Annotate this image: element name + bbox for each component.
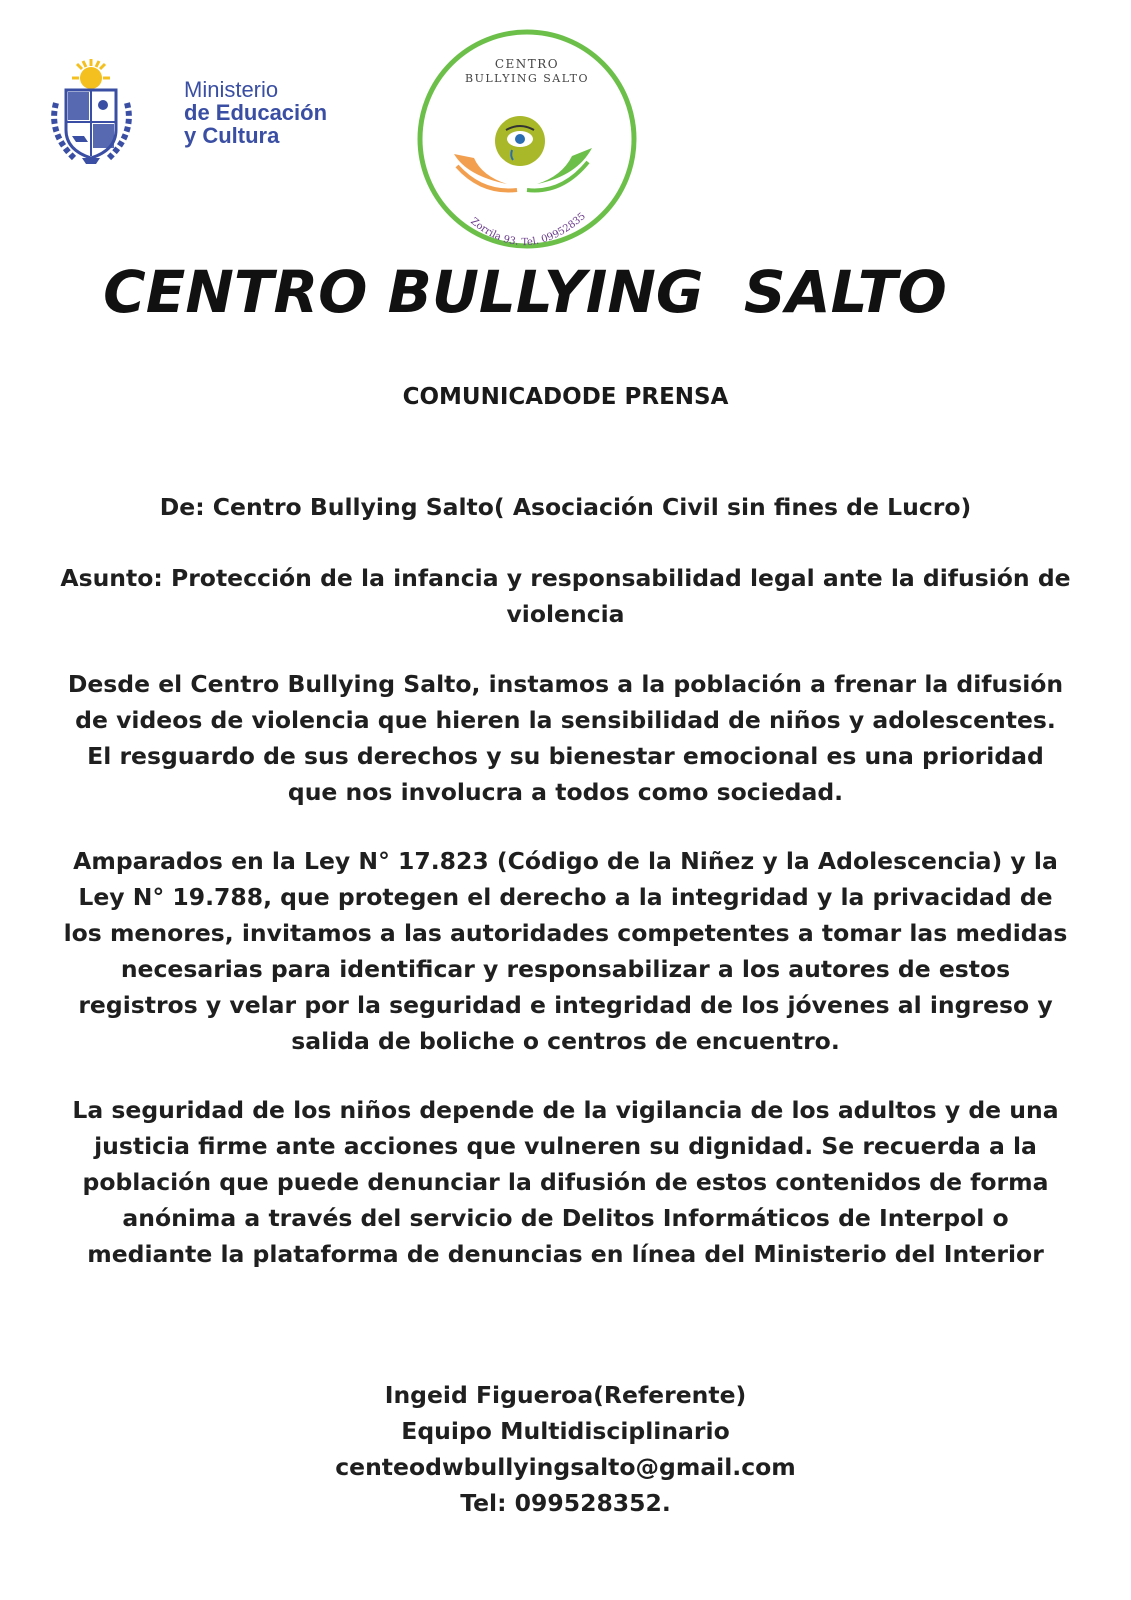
- centro-logo-emblem-icon: [412, 26, 642, 256]
- signature-team: Equipo Multidisciplinario: [401, 1417, 730, 1445]
- from-line: De: Centro Bullying Salto( Asociación Civil sin fines de Lucro): [159, 493, 972, 521]
- signature-block: [0, 1377, 1131, 1521]
- logo-bottom-text: Zorrila 93. Tel. 09952835: [468, 210, 588, 249]
- body-paragraph-1: Desde el Centro Bullying Salto, instamos a la población a frenar la difusión de videos de violencia que hieren la sensibilidad de niños y adolescentes. El resguardo de sus derechos y su bienestar emocional es una prioridad que nos involucra a todos como sociedad.: [67, 670, 1064, 806]
- press-release-heading: COMUNICADODE PRENSA: [402, 384, 729, 410]
- page-title: CENTRO BULLYING SALTO: [103, 258, 947, 326]
- body-paragraph-2: Amparados en la Ley N° 17.823 (Código de la Niñez y la Adolescencia) y la Ley N° 19.788, que protegen el derecho a la integridad y la privacidad de los menores, invitamos a las autoridades competentes a tomar las medidas necesarias para identificar y responsabilizar a los autores de estos registros y velar por la seguridad e integridad de los jóvenes al ingreso y salida de boliche o centros de encuentro.: [63, 847, 1068, 1055]
- ministry-name: [184, 78, 327, 147]
- signature-email[interactable]: centeodwbullyingsalto@gmail.com: [335, 1453, 796, 1481]
- body-paragraph-3: La seguridad de los niños depende de la vigilancia de los adultos y de una justicia firme ante acciones que vulneren su dignidad. Se recuerda a la población que puede denunciar la difusión de estos contenidos de forma anónima a través del servicio de Delitos Informáticos de Interpol o mediante la plataforma de denuncias en línea del Ministerio del Interior: [72, 1096, 1059, 1268]
- logo-top-text: CENTRO: [494, 57, 560, 71]
- ministry-line-2: de Educación: [184, 100, 328, 125]
- logo-mid-text: BULLYING SALTO: [464, 72, 590, 85]
- centro-bullying-logo: [412, 26, 642, 256]
- ministry-line-1: Ministerio: [184, 77, 279, 102]
- ministry-logo: [44, 58, 354, 168]
- signature-name: Ingeid Figueroa(Referente): [384, 1381, 747, 1409]
- signature-phone: Tel: 099528352.: [460, 1489, 671, 1517]
- subject-line: Asunto: Protección de la infancia y responsabilidad legal ante la difusión de violencia: [60, 564, 1071, 628]
- uruguay-coat-of-arms-icon: [44, 58, 139, 168]
- ministry-line-3: y Cultura: [184, 123, 280, 148]
